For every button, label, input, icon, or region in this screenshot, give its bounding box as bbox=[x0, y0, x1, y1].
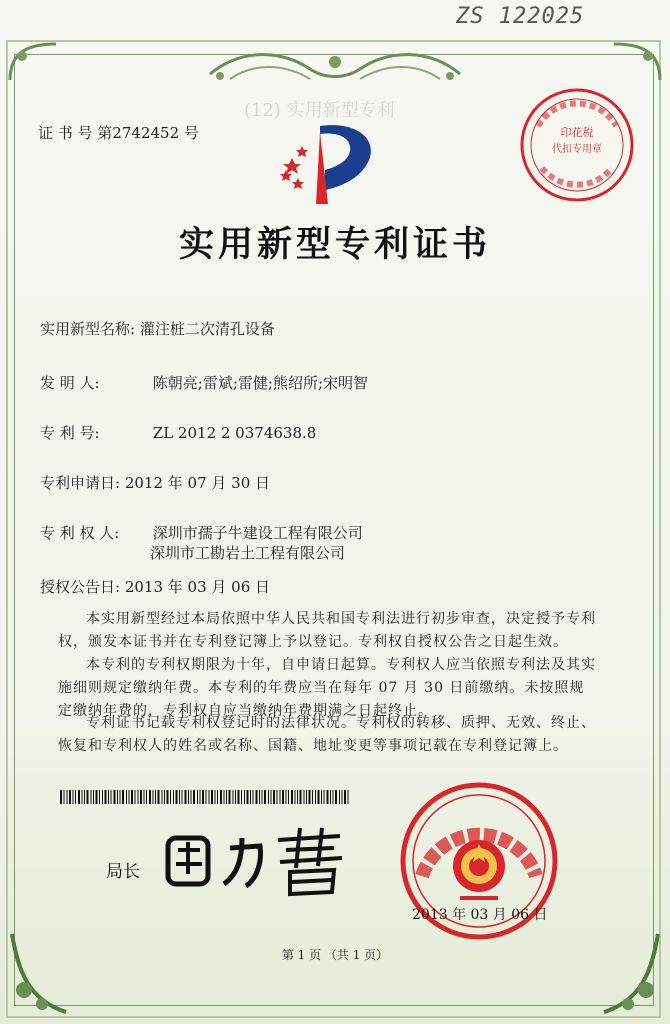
barcode-bar bbox=[144, 790, 145, 804]
barcode-bar bbox=[268, 790, 269, 804]
ghost-header: (12) 实用新型专利 bbox=[244, 100, 395, 121]
barcode-bar bbox=[64, 790, 65, 804]
barcode-bar bbox=[262, 790, 263, 804]
handwritten-note: ZS 122025 bbox=[456, 4, 585, 29]
barcode-bar bbox=[170, 790, 171, 804]
barcode-bar bbox=[247, 790, 249, 804]
barcode-bar bbox=[135, 790, 136, 804]
utility-model-name-label: 实用新型名称: bbox=[40, 320, 136, 338]
barcode-bar bbox=[111, 790, 112, 804]
barcode-bar bbox=[300, 790, 302, 804]
certificate-number: 证 书 号 第2742452 号 bbox=[38, 124, 199, 142]
inventor-label: 发 明 人: bbox=[40, 374, 100, 392]
inventor-row bbox=[40, 372, 368, 393]
barcode-bar bbox=[193, 790, 195, 804]
barcode-bar bbox=[82, 790, 83, 804]
barcode-bar bbox=[330, 790, 331, 804]
page-footer: 第 1 页 （共 1 页） bbox=[281, 948, 389, 962]
barcode-bar bbox=[280, 790, 281, 804]
barcode-bar bbox=[96, 790, 98, 804]
barcode-bar bbox=[297, 790, 298, 804]
barcode-bar bbox=[155, 790, 156, 804]
barcode-bar bbox=[291, 790, 293, 804]
bottom-right-corner-ornament bbox=[602, 930, 662, 1016]
top-left-corner-ornament bbox=[8, 42, 58, 82]
barcode-bar bbox=[327, 790, 329, 804]
barcode-bar bbox=[69, 790, 71, 804]
inventor-value: 陈朝亮;雷斌;雷健;熊绍所;宋明智 bbox=[152, 374, 368, 392]
patent-office-logo bbox=[280, 118, 390, 208]
barcode-bar bbox=[179, 790, 180, 804]
barcode-bar bbox=[117, 790, 118, 804]
patentee-value-2: 深圳市工勘岩土工程有限公司 bbox=[150, 544, 346, 562]
barcode-bar bbox=[264, 790, 266, 804]
barcode-bar bbox=[129, 790, 130, 804]
barcode-bar bbox=[167, 790, 169, 804]
barcode-bar bbox=[146, 790, 147, 804]
barcode-bar bbox=[153, 790, 154, 804]
barcode-bar bbox=[122, 790, 124, 804]
barcode-bar bbox=[304, 790, 305, 804]
barcode-bar bbox=[87, 790, 89, 804]
filing-date-label: 专利申请日: bbox=[40, 474, 121, 492]
grant-date-value: 2013 年 03 月 06 日 bbox=[124, 578, 271, 596]
barcode-bar bbox=[182, 790, 183, 804]
barcode-bar bbox=[295, 790, 296, 804]
patentee-value-1: 深圳市孺子牛建设工程有限公司 bbox=[152, 524, 363, 542]
body-paragraph-1: 本实用新型经过本局依照中华人民共和国专利法进行初步审查，决定授予专利权，颁发本证书并在专利登记簿上予以登记。专利权自授权公告之日起生效。 bbox=[58, 611, 596, 650]
grant-date-label: 授权公告日: bbox=[40, 578, 121, 596]
patentee-row bbox=[40, 522, 363, 543]
barcode-bar bbox=[217, 790, 218, 804]
barcode-bar bbox=[73, 790, 74, 804]
barcode-bar bbox=[277, 790, 278, 804]
barcode-bar bbox=[220, 790, 222, 804]
seal-date: 2013 年 03 月 06 日 bbox=[412, 907, 548, 923]
barcode-bar bbox=[309, 790, 311, 804]
barcode-bar bbox=[229, 790, 231, 804]
barcode-bar bbox=[114, 790, 116, 804]
barcode-bar bbox=[206, 790, 207, 804]
director-signature bbox=[150, 820, 370, 900]
barcode-bar bbox=[348, 790, 349, 804]
barcode-bar bbox=[288, 790, 289, 804]
grant-date-row bbox=[40, 576, 270, 597]
utility-model-name-row bbox=[40, 318, 275, 339]
barcode-bar bbox=[339, 790, 340, 804]
barcode-bar bbox=[84, 790, 85, 804]
top-ornament bbox=[200, 44, 470, 94]
filing-date-row bbox=[40, 472, 270, 493]
filing-date-value: 2012 年 07 月 30 日 bbox=[124, 474, 271, 492]
patentee-row-2 bbox=[150, 542, 345, 563]
barcode-bar bbox=[149, 790, 151, 804]
barcode-bar bbox=[256, 790, 258, 804]
barcode-bar bbox=[306, 790, 307, 804]
barcode-bar bbox=[233, 790, 234, 804]
barcode-bar bbox=[315, 790, 316, 804]
barcode-bar bbox=[312, 790, 313, 804]
barcode bbox=[60, 790, 350, 804]
barcode-bar bbox=[321, 790, 322, 804]
barcode-bar bbox=[131, 790, 133, 804]
barcode-bar bbox=[158, 790, 160, 804]
barcode-bar bbox=[185, 790, 187, 804]
barcode-bar bbox=[244, 790, 245, 804]
barcode-bar bbox=[188, 790, 189, 804]
patent-number-value: ZL 2012 2 0374638.8 bbox=[152, 424, 317, 442]
barcode-bar bbox=[253, 790, 254, 804]
top-right-corner-ornament bbox=[612, 42, 662, 82]
barcode-bar bbox=[211, 790, 213, 804]
barcode-bar bbox=[91, 790, 92, 804]
barcode-bar bbox=[335, 790, 337, 804]
barcode-bar bbox=[173, 790, 174, 804]
barcode-bar bbox=[102, 790, 103, 804]
barcode-bar bbox=[318, 790, 320, 804]
barcode-bar bbox=[108, 790, 109, 804]
bottom-left-corner-ornament bbox=[8, 930, 68, 1016]
barcode-bar bbox=[250, 790, 251, 804]
barcode-bar bbox=[271, 790, 272, 804]
barcode-bar bbox=[344, 790, 346, 804]
barcode-bar bbox=[67, 790, 68, 804]
barcode-bar bbox=[197, 790, 198, 804]
barcode-bar bbox=[126, 790, 127, 804]
barcode-bar bbox=[105, 790, 107, 804]
body-paragraph-3: 专利证书记载专利权登记时的法律状况。专利权的转移、质押、无效、终止、恢复和专利权人的姓名或名称、国籍、地址变更等事项记载在专利登记簿上。 bbox=[58, 715, 596, 754]
barcode-bar bbox=[99, 790, 100, 804]
barcode-bar bbox=[176, 790, 178, 804]
patentee-label: 专 利 权 人: bbox=[40, 524, 120, 542]
patent-number-row bbox=[40, 422, 316, 443]
director-label: 局长 bbox=[106, 862, 140, 882]
barcode-bar bbox=[235, 790, 236, 804]
barcode-bar bbox=[286, 790, 287, 804]
barcode-bar bbox=[120, 790, 121, 804]
barcode-bar bbox=[241, 790, 242, 804]
body-paragraph-2: 本专利的专利权期限为十年，自申请日起算。专利权人应当依照专利法及其实施细则规定缴纳年费。本专利的年费应当在每年 07 月 30 日前缴纳。未按照规定缴纳年费的，专利权自应当缴纳年费期满之日起终止。 bbox=[58, 657, 596, 719]
certificate-title: 实用新型专利证书 bbox=[178, 225, 491, 265]
barcode-bar bbox=[224, 790, 225, 804]
barcode-bar bbox=[259, 790, 260, 804]
barcode-bar bbox=[200, 790, 201, 804]
utility-model-name-value: 灌注桩二次清孔设备 bbox=[139, 320, 275, 338]
tax-stamp-seal bbox=[518, 86, 636, 204]
barcode-bar bbox=[324, 790, 325, 804]
barcode-bar bbox=[333, 790, 334, 804]
patent-number-label: 专 利 号: bbox=[40, 424, 100, 442]
barcode-bar bbox=[93, 790, 94, 804]
barcode-bar bbox=[202, 790, 204, 804]
barcode-bar bbox=[75, 790, 76, 804]
barcode-bar bbox=[215, 790, 216, 804]
barcode-bar bbox=[140, 790, 142, 804]
barcode-bar bbox=[138, 790, 139, 804]
barcode-bar bbox=[162, 790, 163, 804]
barcode-bar bbox=[209, 790, 210, 804]
barcode-bar bbox=[282, 790, 284, 804]
svg-text:代扣专用章: 代扣专用章 bbox=[552, 144, 602, 155]
barcode-bar bbox=[273, 790, 275, 804]
barcode-bar bbox=[164, 790, 165, 804]
barcode-bar bbox=[238, 790, 240, 804]
barcode-bar bbox=[342, 790, 343, 804]
barcode-bar bbox=[226, 790, 227, 804]
barcode-bar bbox=[60, 790, 62, 804]
barcode-bar bbox=[191, 790, 192, 804]
barcode-bar bbox=[78, 790, 80, 804]
svg-text:印花税: 印花税 bbox=[560, 126, 594, 139]
